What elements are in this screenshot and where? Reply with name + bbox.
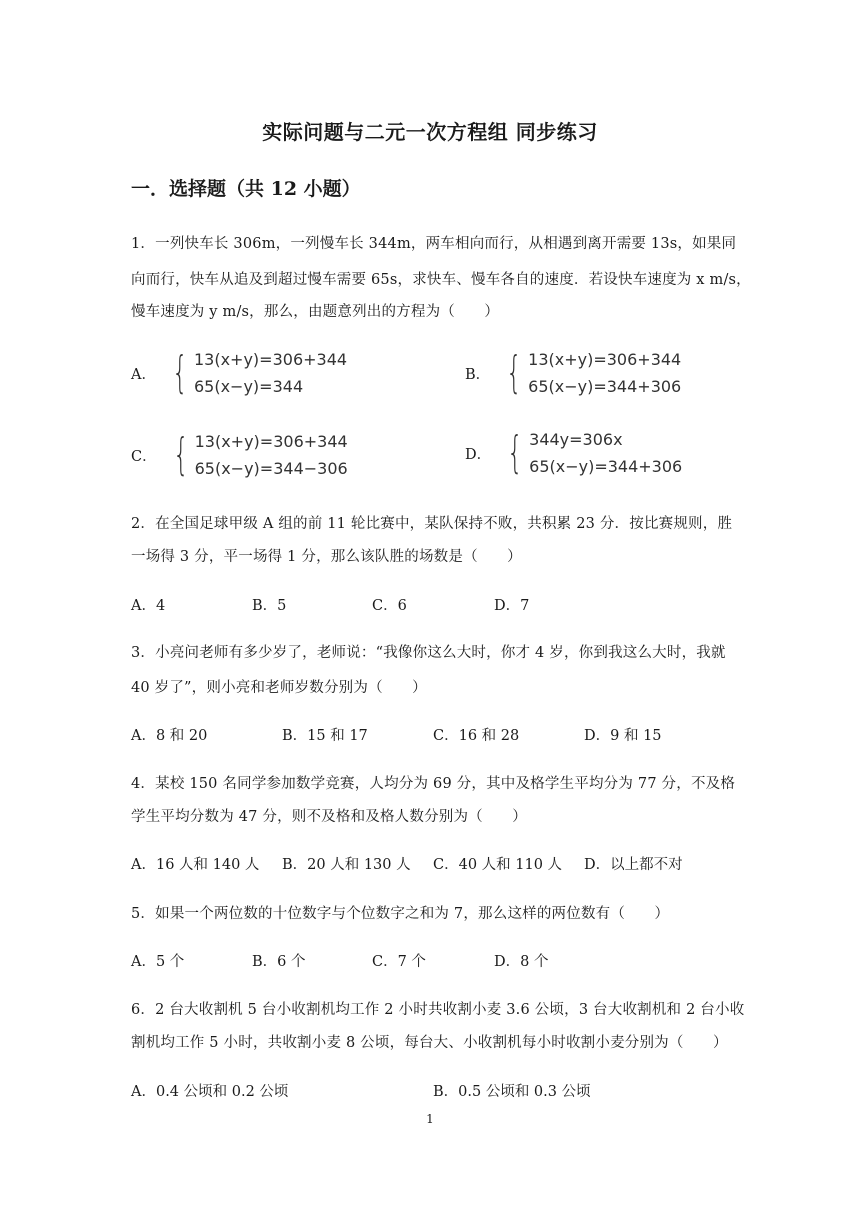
question-1-line-3: 慢车速度为 y m/s，那么，由题意列出的方程为（ ） [131,304,500,320]
document-title: 实际问题与二元一次方程组 同步练习 [262,120,598,144]
equation-system [194,346,347,400]
brace-symbol: { [172,347,188,398]
question-2-line-2: 一场得 3 分，平一场得 1 分，那么该队胜的场数是（ ） [131,549,522,565]
question-1-option-b [465,346,681,400]
question-1-option-a [131,346,347,400]
question-5-option-d: D．8 个 [494,954,549,970]
equation-system [528,346,681,400]
question-2-option-b: B．5 [252,598,287,614]
question-4-option-c: C．40 人和 110 人 [433,857,563,873]
equation: 13(x+y)=306+344 [193,350,348,369]
question-4-line-2: 学生平均分数为 47 分，则不及格和及格人数分别为（ ） [131,809,527,825]
question-6-option-b: B．0.5 公顷和 0.3 公顷 [433,1084,591,1100]
brace-symbol: { [172,429,189,480]
question-5-option-c: C．7 个 [372,954,426,970]
brace-symbol: { [506,347,522,398]
question-4-option-a: A．16 人和 140 人 [131,857,260,873]
question-1-option-d [465,426,682,480]
equation-system [529,426,682,480]
equation: 13(x+y)=306+344 [194,432,348,451]
option-label: A． [131,366,156,383]
option-label: C． [131,448,157,465]
equation: 65(x−y)=344 [193,377,304,396]
equation: 13(x+y)=306+344 [528,350,682,369]
question-2-option-d: D．7 [494,598,530,614]
equation: 65(x−y)=344+306 [529,457,683,476]
question-6-line-2: 割机均工作 5 小时，共收割小麦 8 公顷，每台大、小收割机每小时收割小麦分别为（ ） [131,1035,728,1051]
question-2-line-1: 2．在全国足球甲级 A 组的前 11 轮比赛中，某队保持不败，共积累 23 分．按比赛规则，胜 [131,516,733,532]
brace-symbol: { [507,427,523,478]
question-2-option-c: C．6 [372,598,407,614]
question-6-option-a: A．0.4 公顷和 0.2 公顷 [131,1084,289,1100]
question-4-option-b: B．20 人和 130 人 [282,857,411,873]
equation-system [195,428,348,482]
equation: 65(x−y)=344−306 [194,459,348,478]
equation: 344y=306x [529,430,623,449]
question-3-option-a: A．8 和 20 [131,728,208,744]
option-label: B． [465,366,491,383]
question-4-line-1: 4．某校 150 名同学参加数学竞赛，人均分为 69 分，其中及格学生平均分为 77 分，不及格 [131,776,736,792]
question-6-line-1: 6．2 台大收割机 5 台小收割机均工作 2 小时共收割小麦 3.6 公顷，3 台大收割机和 2 台小收 [131,1002,745,1018]
question-3-line-1: 3．小亮问老师有多少岁了，老师说：“我像你这么大时，你才 4 岁，你到我这么大时，我就 [131,645,726,661]
question-2-option-a: A．4 [131,598,166,614]
page-number: 1 [426,1112,434,1126]
question-1-line-1: 1．一列快车长 306m，一列慢车长 344m，两车相向而行，从相遇到离开需要 13s，如果同 [131,236,737,252]
equation: 65(x−y)=344+306 [528,377,682,396]
question-4-option-d: D．以上都不对 [584,857,683,873]
question-3-option-b: B．15 和 17 [282,728,368,744]
question-3-option-c: C．16 和 28 [433,728,520,744]
question-1-line-2: 向而行，快车从追及到超过慢车需要 65s，求快车、慢车各自的速度．若设快车速度为 x m/s， [131,272,751,288]
question-3-line-2: 40 岁了”，则小亮和老师岁数分别为（ ） [131,680,427,696]
question-5-option-a: A．5 个 [131,954,185,970]
question-5-line-1: 5．如果一个两位数的十位数字与个位数字之和为 7，那么这样的两位数有（ ） [131,906,670,922]
section-heading: 一．选择题（共 12 小题） [131,178,361,200]
question-3-option-d: D．9 和 15 [584,728,662,744]
question-5-option-b: B．6 个 [252,954,306,970]
question-1-option-c [131,428,348,482]
option-label: D． [465,446,492,463]
